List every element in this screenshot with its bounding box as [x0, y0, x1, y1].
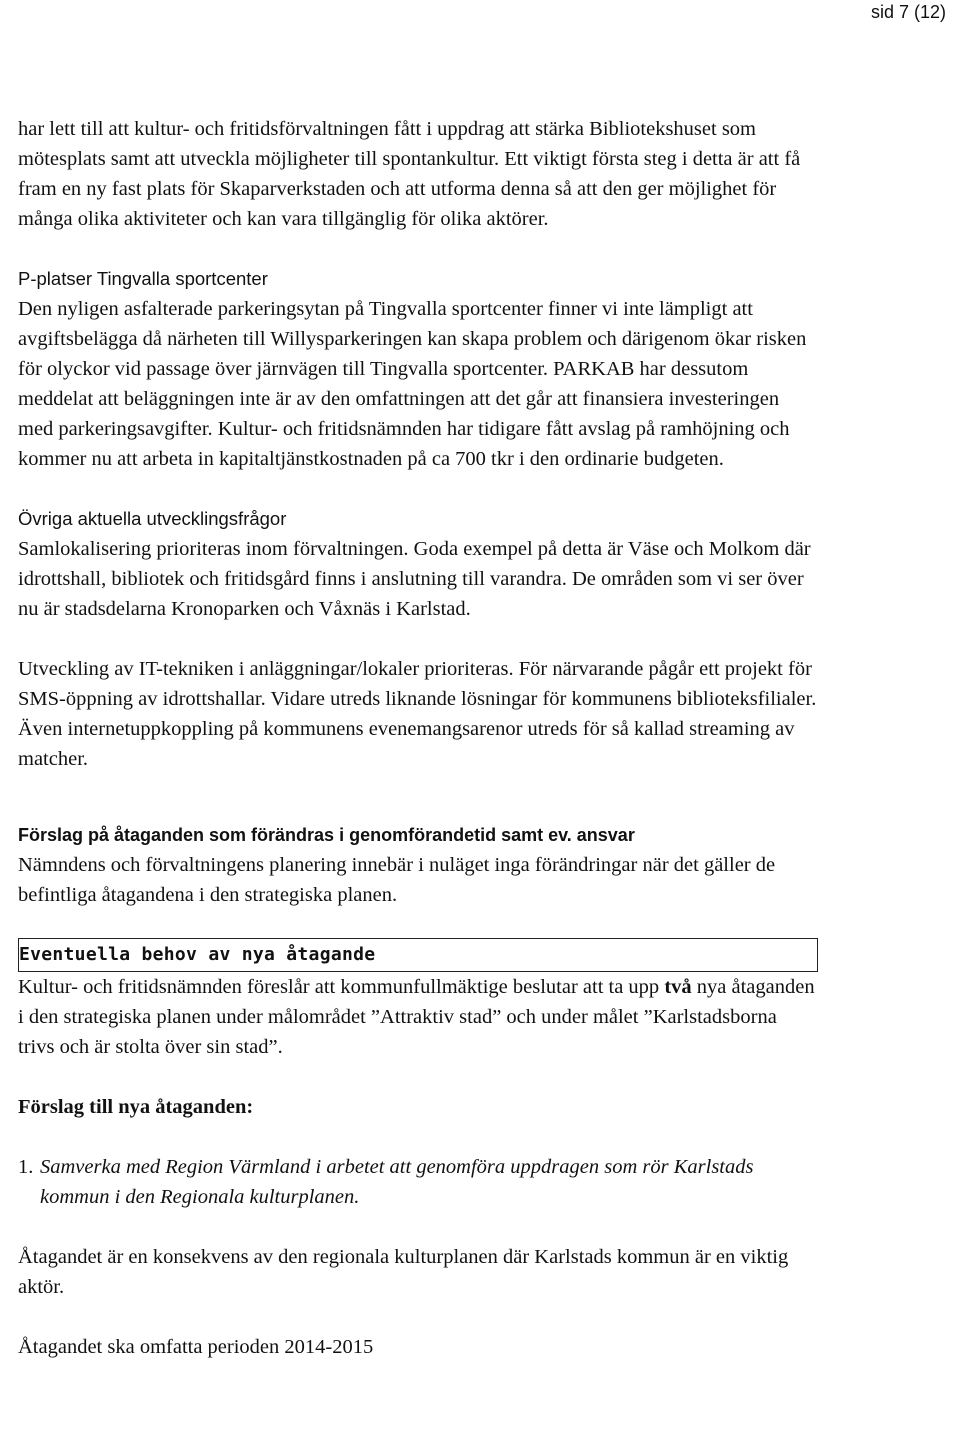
list-item-number: 1.	[18, 1156, 34, 1178]
document-body	[18, 114, 818, 1362]
other-issues-paragraph-1: Samlokalisering prioriteras inom förvaltningen. Goda exempel på detta är Väse och Molkom där idrottshall, bibliotek och fritidsgård finns i anslutning till varandra. De områden som vi ser över nu är stadsdelarna Kronoparken och Våxnäs i Karlstad.	[18, 538, 811, 620]
list-item-text: Samverka med Region Värmland i arbetet att genomföra uppdragen som rör Karlstads kommun i den Regionala kulturplanen.	[40, 1156, 754, 1208]
needs-paragraph-end: nya åtaganden i den strategiska planen under målområdet ”Attraktiv stad” och under målet ”Karlstadsborna trivs och är stolta över sin stad”.	[18, 976, 815, 1058]
needs-paragraph-start: Kultur- och fritidsnämnden föreslår att kommunfullmäktige beslutar att ta upp	[18, 976, 665, 998]
changes-heading: Förslag på åtaganden som förändras i genomförandetid samt ev. ansvar	[18, 825, 635, 845]
page-number: sid 7 (12)	[870, 2, 946, 22]
other-issues-paragraph-2: Utveckling av IT-tekniken i anläggningar/lokaler prioriteras. För närvarande pågår ett projekt för SMS-öppning av idrottshallar. Vidare utreds liknande lösningar för kommunens biblioteksfilialer. Även internetuppkoppling på kommunens evenemangsarenor utreds för så kallad streaming av matcher.	[18, 658, 817, 770]
needs-heading: Eventuella behov av nya åtagande	[18, 938, 818, 972]
parking-heading: P-platser Tingvalla sportcenter	[18, 268, 268, 289]
changes-paragraph: Nämndens och förvaltningens planering innebär i nuläget inga förändringar när det gäller de befintliga åtagandena i den strategiska planen.	[18, 854, 776, 906]
needs-paragraph-emphasis: två	[664, 976, 692, 998]
parking-paragraph: Den nyligen asfalterade parkeringsytan på Tingvalla sportcenter finner vi inte lämpligt att avgiftsbelägga då närheten till Willysparkeringen kan skapa problem och därigenom ökar risken för olyckor vid passage över järnvägen till Tingvalla sportcenter. PARKAB har dessutom meddelat att beläggningen inte är av den omfattningen att det går att finansiera investeringen med parkeringsavgifter. Kultur- och fritidsnämnden har tidigare fått avslag på ramhöjning och kommer nu att arbeta in kapitaltjänstkostnaden på ca 700 tkr i den ordinarie budgeten.	[18, 298, 807, 470]
proposals-paragraph-1: Åtagandet är en konsekvens av den regionala kulturplanen där Karlstads kommun är en viktig aktör.	[18, 1246, 789, 1298]
intro-paragraph: har lett till att kultur- och fritidsförvaltningen fått i uppdrag att stärka Bibliotekshuset som mötesplats samt att utveckla möjligheter till spontankultur. Ett viktigt första steg i detta är att få fram en ny fast plats för Skaparverkstaden och att utforma denna så att den ger möjlighet för många olika aktiviteter och kan vara tillgänglig för olika aktörer.	[18, 118, 801, 230]
proposals-heading: Förslag till nya åtaganden:	[18, 1096, 254, 1118]
proposals-paragraph-2: Åtagandet ska omfatta perioden 2014-2015	[18, 1336, 374, 1358]
needs-paragraph	[18, 972, 818, 1062]
other-issues-heading: Övriga aktuella utvecklingsfrågor	[18, 508, 287, 529]
list-item	[18, 1152, 818, 1212]
